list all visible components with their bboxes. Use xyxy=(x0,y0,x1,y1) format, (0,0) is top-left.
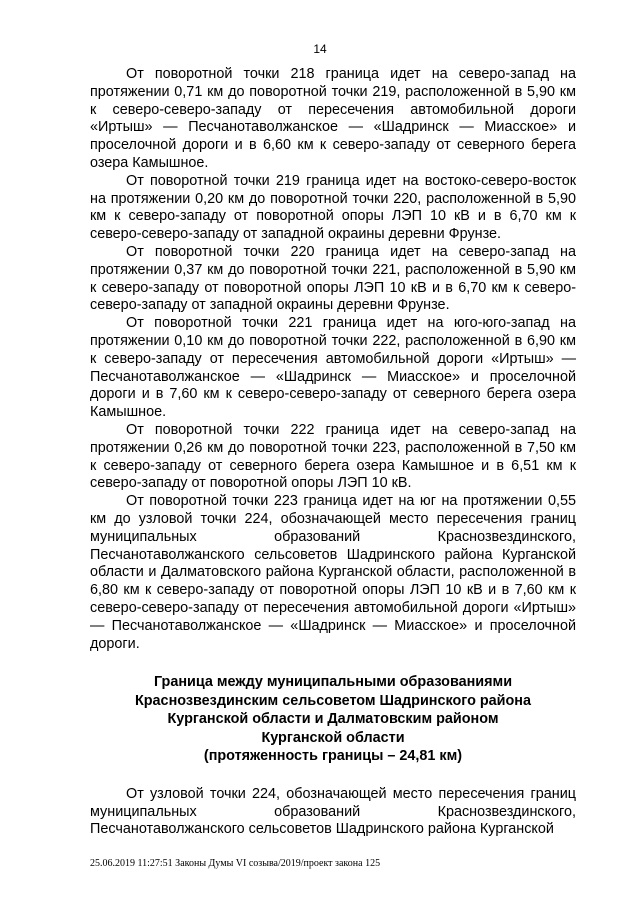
heading-line: Курганской области и Далматовским районом xyxy=(167,711,499,728)
paragraph-point-219: От поворотной точки 219 граница идет на востоко-северо-восток на протяжении 0,20 км до поворотной точки 220, расположенной в 5,90 км к северо-западу от поворотной опоры ЛЭП 10 кВ и в 6,70 км к северо-северо-западу от западной окраины деревни Фрунзе. xyxy=(90,172,576,243)
heading-line: Курганской области xyxy=(261,729,405,746)
footer-file-info: 25.06.2019 11:27:51 Законы Думы VI созыва/2019/проект закона 125 xyxy=(90,858,381,869)
page-number: 14 xyxy=(313,42,327,56)
heading-length-note: (протяженность границы – 24,81 км) xyxy=(203,748,463,765)
paragraph-point-223: От поворотной точки 223 граница идет на юг на протяжении 0,55 км до узловой точки 224, обозначающей место пересечения границ муниципальных образований Краснозвездинского, Песчанотаволжанского сельсоветов Шадринского района Курганской области и Далматовского района Курганской области, расположенной в 6,80 км к северо-западу от поворотной опоры ЛЭП 10 кВ и в 7,60 км к северо-северо-западу от пересечения автомобильной дороги «Иртыш» — Песчанотаволжанское — «Шадринск — Миасское» и проселочной дороги. xyxy=(90,493,576,652)
paragraph-point-222: От поворотной точки 222 граница идет на северо-запад на протяжении 0,26 км до поворотной точки 223, расположенной в 7,50 км к северо-западу от северного берега озера Камышное и в 6,51 км к северо-западу от поворотной опоры ЛЭП 10 кВ. xyxy=(90,421,576,492)
paragraph-point-218: От поворотной точки 218 граница идет на северо-запад на протяжении 0,71 км до поворотной точки 219, расположенной в 5,90 км к северо-северо-западу от пересечения автомобильной дороги «Иртыш» — Песчанотаволжанское — «Шадринск — Миасское» и проселочной дороги и в 6,60 км к северо-западу от северного берега озера Камышное. xyxy=(90,66,576,171)
paragraph-point-224: От узловой точки 224, обозначающей место пересечения границ муниципальных образований Краснозвездинского, Песчанотаволжанского сельсоветов Шадринского района Курганской xyxy=(90,785,576,838)
heading-line: Краснозвездинским сельсоветом Шадринского района xyxy=(134,692,532,709)
paragraph-point-220: От поворотной точки 220 граница идет на северо-запад на протяжении 0,37 км до поворотной точки 221, расположенной в 5,90 км к северо-западу от поворотной опоры ЛЭП 10 кВ и в 6,70 км к северо-северо-западу от западной окраины деревни Фрунзе. xyxy=(90,243,576,314)
heading-line: Граница между муниципальными образованиями xyxy=(153,674,513,691)
document-body xyxy=(90,66,576,839)
section-heading xyxy=(90,673,576,766)
paragraph-point-221: От поворотной точки 221 граница идет на юго-юго-запад на протяжении 0,10 км до поворотной точки 222, расположенной в 6,90 км к северо-западу от пересечения автомобильной дороги «Иртыш» — Песчанотаволжанское — «Шадринск — Миасское» и проселочной дороги и в 7,60 км к северо-северо-западу от северного берега озера Камышное. xyxy=(90,315,576,421)
